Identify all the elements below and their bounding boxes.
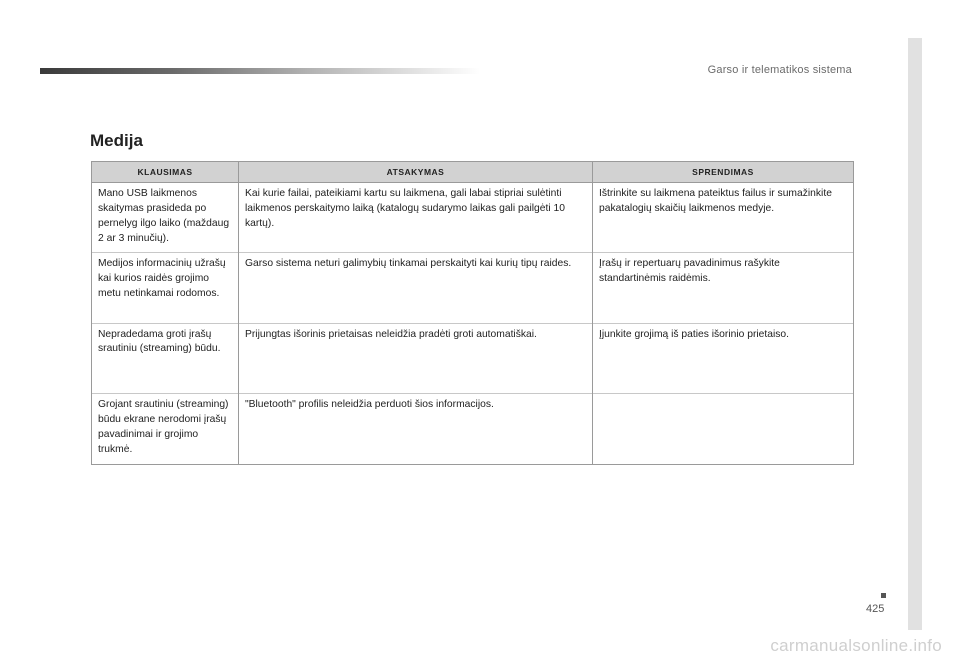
cell-solution: Ištrinkite su laikmena pateiktus failus ir sumažinkite pakatalogių skaičių laikmenos medyje. bbox=[593, 183, 854, 253]
table-row bbox=[92, 253, 854, 323]
column-header-answer: ATSAKYMAS bbox=[239, 162, 593, 183]
cell-answer: Kai kurie failai, pateikiami kartu su laikmena, gali labai stipriai sulėtinti laikmenos perskaitymo laiką (katalogų sudarymo laikas gali pailgėti 10 kartų). bbox=[239, 183, 593, 253]
faq-table bbox=[91, 161, 854, 465]
cell-solution: Įjunkite grojimą iš paties išorinio prietaiso. bbox=[593, 324, 854, 394]
cell-solution bbox=[593, 394, 854, 464]
header-gradient-bar bbox=[40, 68, 480, 74]
section-title: Medija bbox=[90, 131, 143, 150]
cell-answer: Prijungtas išorinis prietaisas neleidžia pradėti groti automatiškai. bbox=[239, 324, 593, 394]
cell-question: Nepradedama groti įrašų srautiniu (streaming) būdu. bbox=[92, 324, 239, 394]
table-row bbox=[92, 183, 854, 253]
cell-answer: Garso sistema neturi galimybių tinkamai perskaityti kai kurių tipų raides. bbox=[239, 253, 593, 323]
table-row bbox=[92, 394, 854, 464]
column-header-solution: SPRENDIMAS bbox=[593, 162, 854, 183]
cell-question: Grojant srautiniu (streaming) būdu ekrane nerodomi įrašų pavadinimai ir grojimo trukmė. bbox=[92, 394, 239, 464]
page-edge-strip bbox=[908, 38, 922, 630]
table-row bbox=[92, 324, 854, 394]
page-marker-square bbox=[881, 593, 886, 598]
page-number: 425 bbox=[866, 603, 885, 615]
cell-question: Medijos informacinių užrašų kai kurios raidės grojimo metu netinkamai rodomos. bbox=[92, 253, 239, 323]
cell-question: Mano USB laikmenos skaitymas prasideda po pernelyg ilgo laiko (maždaug 2 ar 3 minučių). bbox=[92, 183, 239, 253]
chapter-title: Garso ir telematikos sistema bbox=[707, 64, 852, 76]
watermark-text: carmanualsonline.info bbox=[770, 636, 942, 655]
cell-solution: Įrašų ir repertuarų pavadinimus rašykite standartinėmis raidėmis. bbox=[593, 253, 854, 323]
column-header-question: KLAUSIMAS bbox=[92, 162, 239, 183]
cell-answer: "Bluetooth" profilis neleidžia perduoti šios informacijos. bbox=[239, 394, 593, 464]
table-header-row bbox=[92, 162, 854, 183]
